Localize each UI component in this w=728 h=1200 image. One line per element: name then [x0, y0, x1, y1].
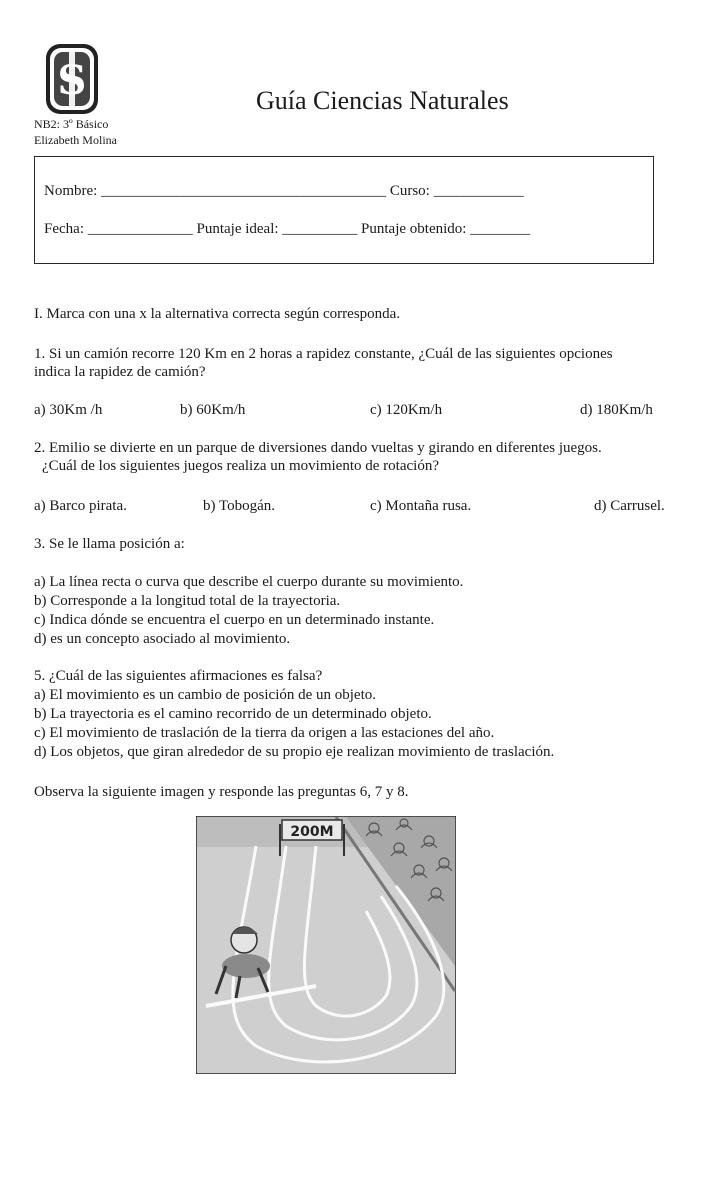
- q5-option-d: d) Los objetos, que giran alrededor de su propio eje realizan movimiento de traslación.: [34, 744, 555, 760]
- question-3-stem: 3. Se le llama posición a:: [34, 536, 185, 552]
- student-info-box: [34, 156, 654, 264]
- question-2-line-2: ¿Cuál de los siguientes juegos realiza un movimiento de rotación?: [42, 458, 439, 474]
- running-track-illustration: [196, 816, 456, 1074]
- q2-option-a: a) Barco pirata.: [34, 498, 127, 514]
- section-instruction: I. Marca con una x la alternativa correcta según corresponda.: [34, 306, 401, 322]
- q2-option-c: c) Montaña rusa.: [370, 498, 472, 514]
- teacher-name: Elizabeth Molina: [34, 133, 117, 147]
- date-score-line: Fecha: ______________ Puntaje ideal: __________ Puntaje obtenido: ________: [44, 221, 531, 237]
- question-5-stem: 5. ¿Cuál de las siguientes afirmaciones es falsa?: [34, 668, 323, 684]
- q1-option-b: b) 60Km/h: [180, 402, 246, 418]
- q3-option-b: b) Corresponde a la longitud total de la trayectoria.: [34, 593, 341, 609]
- q2-option-d: d) Carrusel.: [594, 498, 665, 514]
- q1-option-d: d) 180Km/h: [580, 402, 653, 418]
- logo-letter: S: [57, 57, 87, 104]
- question-2-line-1: 2. Emilio se divierte en un parque de diversiones dando vueltas y girando en diferentes juegos.: [34, 440, 602, 456]
- school-logo: [44, 42, 100, 116]
- question-1-line-1: 1. Si un camión recorre 120 Km en 2 horas a rapidez constante, ¿Cuál de las siguientes opciones: [34, 346, 613, 362]
- q5-option-b: b) La trayectoria es el camino recorrido de un determinado objeto.: [34, 706, 432, 722]
- q2-option-b: b) Tobogán.: [203, 498, 275, 514]
- q1-option-c: c) 120Km/h: [370, 402, 443, 418]
- q3-option-d: d) es un concepto asociado al movimiento.: [34, 631, 291, 647]
- observe-instruction: Observa la siguiente imagen y responde las preguntas 6, 7 y 8.: [34, 784, 409, 800]
- question-1-line-2: indica la rapidez de camión?: [34, 364, 206, 380]
- q3-option-a: a) La línea recta o curva que describe el cuerpo durante su movimiento.: [34, 574, 464, 590]
- page-title: Guía Ciencias Naturales: [256, 86, 509, 115]
- q5-option-a: a) El movimiento es un cambio de posición de un objeto.: [34, 687, 377, 703]
- name-course-line: Nombre: ______________________________________ Curso: ____________: [44, 183, 524, 199]
- course-level: NB2: 3º Básico: [34, 117, 109, 131]
- q1-option-a: a) 30Km /h: [34, 402, 103, 418]
- q5-option-c: c) El movimiento de traslación de la tierra da origen a las estaciones del año.: [34, 725, 495, 741]
- banner-text: 200M: [290, 824, 334, 840]
- q3-option-c: c) Indica dónde se encuentra el cuerpo en un determinado instante.: [34, 612, 435, 628]
